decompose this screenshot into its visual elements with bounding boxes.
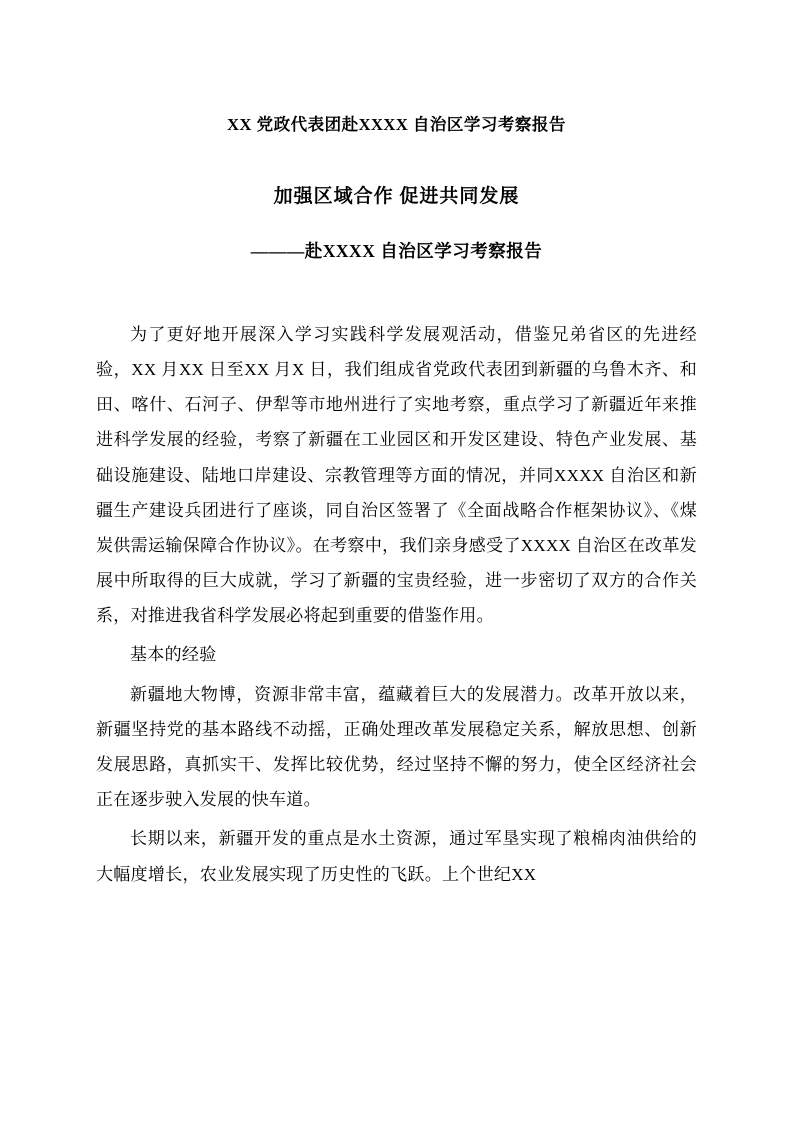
heading-subtitle: ———赴XXXX 自治区学习考察报告 [250,240,543,261]
document-title: XX 党政代表团赴XXXX 自治区学习考察报告 [227,115,566,134]
paragraph-2: 新疆地大物博，资源非常丰富，蕴藏着巨大的发展潜力。改革开放以来，新疆坚持党的基本路线不动摇，正确处理改革发展稳定关系，解放思想、创新发展思路，真抓实干、发挥比较优势，经过坚持不懈的努力，使全区经济社会正在逐步驶入发展的快车道。 [96,684,697,810]
heading-main: 加强区域合作 促进共同发展 [273,186,520,208]
document-body [96,112,697,896]
paragraph-1: 为了更好地开展深入学习实践科学发展观活动，借鉴兄弟省区的先进经验，XX 月XX 日至XX 月X 日，我们组成省党政代表团到新疆的乌鲁木齐、和田、喀什、石河子、伊犁等市地州进行了实地考察，重点学习了新疆近年来推进科学发展的经验，考察了新疆在工业园区和开发区建设、特色产业发展、基础设施建设、陆地口岸建设、宗教管理等方面的情况，并同XXXX 自治区和新疆生产建设兵团进行了座谈，同自治区签署了《全面战略合作框架协议》、《煤炭供需运输保障合作协议》。在考察中，我们亲身感受了XXXX 自治区在改革发展中所取得的巨大成就，学习了新疆的宝贵经验，进一步密切了双方的合作关系，对推进我省科学发展必将起到重要的借鉴作用。 [96,324,697,626]
paragraph-3: 长期以来，新疆开发的重点是水土资源，通过军垦实现了粮棉肉油供给的大幅度增长，农业发展实现了历史性的飞跃。上个世纪XX [96,829,697,884]
section-label-basic-experience: 基本的经验 [130,645,217,665]
